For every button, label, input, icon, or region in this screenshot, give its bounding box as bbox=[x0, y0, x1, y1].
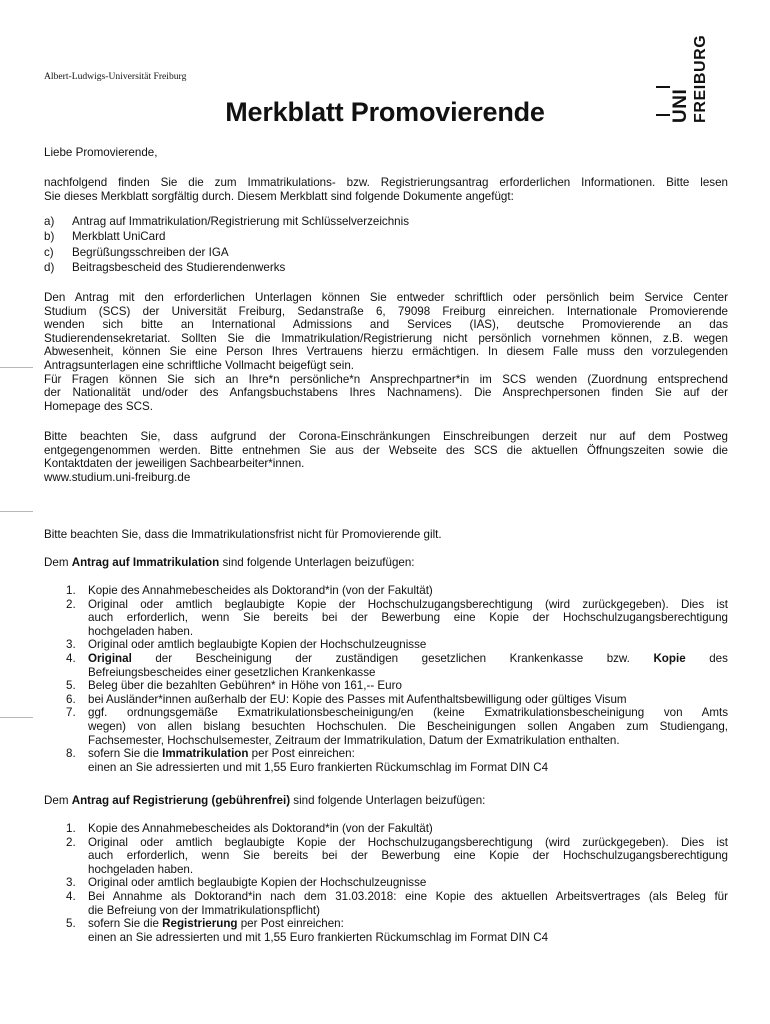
list-item bbox=[44, 230, 728, 245]
item-number: 6. bbox=[66, 692, 76, 706]
margin-mark bbox=[0, 367, 33, 368]
item-number: 2. bbox=[66, 597, 76, 611]
paragraph-line: wenden sich bitte an International Admissions and Services (IAS), deutsche Promovierende an das bbox=[44, 318, 728, 332]
paragraph-line: Studierendensekretariat. Sollten Sie die Immatrikulation/Registrierung nicht persönlich vornehmen können, z.B. wegen bbox=[44, 331, 728, 345]
item-text: per Post einreichen: bbox=[248, 747, 355, 761]
item-line: Befreiungsbescheides einer gesetzlichen Krankenkasse bbox=[88, 665, 376, 679]
paragraph-line: Bitte beachten Sie, dass aufgrund der Corona-Einschränkungen Einschreibungen derzeit nur auf dem Postweg bbox=[44, 430, 728, 443]
paragraph-line: Für Fragen können Sie sich an Ihre*n persönliche*n Ansprechpartner*in im SCS wenden (Zuordnung entsprechend bbox=[44, 372, 728, 386]
logo-uni-text: UNI bbox=[670, 88, 691, 123]
list-item bbox=[66, 598, 728, 639]
corona-paragraph bbox=[44, 430, 728, 484]
item-line: Original oder amtlich beglaubigte Kopien der Hochschulzeugnisse bbox=[88, 638, 427, 652]
intro-text: Dem bbox=[44, 794, 72, 807]
item-line: Original oder amtlich beglaubigte Kopien der Hochschulzeugnisse bbox=[88, 876, 427, 890]
university-name: Albert-Ludwigs-Universität Freiburg bbox=[44, 71, 187, 82]
item-number: 4. bbox=[66, 651, 76, 665]
item-number: 5. bbox=[66, 917, 76, 931]
item-number: 1. bbox=[66, 584, 76, 597]
paragraph-line: Homepage des SCS. bbox=[44, 399, 153, 413]
intro-bold-text: Antrag auf Registrierung (gebührenfrei) bbox=[71, 794, 291, 807]
registrierung-list bbox=[66, 822, 728, 944]
attachment-list bbox=[44, 215, 728, 276]
logo-freiburg-text: FREIBURG bbox=[692, 34, 709, 123]
list-item bbox=[66, 917, 728, 944]
application-paragraph bbox=[44, 291, 728, 413]
paragraph-line: Den Antrag mit den erforderlichen Unterlagen können Sie entweder schriftlich oder persönlich beim Service Center bbox=[44, 291, 728, 304]
list-item bbox=[66, 679, 728, 693]
item-number: 3. bbox=[66, 638, 76, 652]
list-item bbox=[66, 747, 728, 774]
intro-text: Dem bbox=[44, 556, 72, 569]
item-line: einen an Sie adressierten und mit 1,55 Euro frankierten Rückumschlag im Format DIN C4 bbox=[88, 930, 549, 944]
item-word: Krankenkasse bbox=[509, 651, 584, 665]
item-word: gesetzlichen bbox=[421, 651, 487, 665]
paragraph-line: Studium (SCS) der Universität Freiburg, Sedanstraße 6, 79098 Freiburg einreichen. Internationale Promovierende bbox=[44, 304, 728, 318]
intro-text: sind folgende Unterlagen beizufügen: bbox=[290, 794, 486, 807]
list-marker: a) bbox=[44, 215, 55, 228]
item-number: 3. bbox=[66, 876, 76, 890]
item-word: der bbox=[155, 651, 173, 665]
list-item bbox=[66, 890, 728, 917]
margin-mark bbox=[0, 511, 33, 512]
margin-mark bbox=[0, 717, 33, 718]
list-item bbox=[44, 215, 728, 230]
item-word-bold: Original bbox=[88, 651, 132, 665]
item-text: sofern Sie die bbox=[88, 747, 163, 761]
intro-paragraph bbox=[44, 176, 728, 203]
deadline-note: Bitte beachten Sie, dass die Immatrikulationsfrist nicht für Promovierende gilt. bbox=[44, 528, 442, 541]
registrierung-intro bbox=[44, 794, 728, 808]
item-line: Kopie des Annahmebescheides als Doktorand*in (von der Fakultät) bbox=[88, 822, 433, 835]
list-text: Beitragsbescheid des Studierendenwerks bbox=[72, 260, 286, 274]
item-number: 8. bbox=[66, 747, 76, 761]
item-text: per Post einreichen: bbox=[237, 917, 344, 931]
item-word: der bbox=[295, 651, 313, 665]
item-line: auch erforderlich, wenn Sie bereits bei der Bewerbung eine Kopie der Hochschulzugangsberechtigung bbox=[88, 849, 728, 863]
website-link[interactable]: www.studium.uni-freiburg.de bbox=[44, 470, 191, 484]
item-word: Bescheinigung bbox=[195, 651, 272, 665]
item-line: Beleg über die bezahlten Gebühren* in Höhe von 161,-- Euro bbox=[88, 679, 402, 693]
list-marker: b) bbox=[44, 230, 55, 244]
item-line: einen an Sie adressierten und mit 1,55 Euro frankierten Rückumschlag im Format DIN C4 bbox=[88, 760, 549, 774]
item-line: Original oder amtlich beglaubigte Kopie der Hochschulzugangsberechtigung (wird zurückgegeben). Dies ist bbox=[88, 835, 728, 849]
item-text: sofern Sie die bbox=[88, 917, 163, 931]
list-item bbox=[66, 652, 728, 679]
list-item bbox=[66, 584, 728, 598]
item-word-bold: Kopie bbox=[653, 651, 686, 665]
item-line: Kopie des Annahmebescheides als Doktorand*in (von der Fakultät) bbox=[88, 584, 433, 597]
item-line: hochgeladen haben. bbox=[88, 624, 194, 638]
item-number: 1. bbox=[66, 822, 76, 835]
list-item bbox=[66, 876, 728, 890]
item-line: ggf. ordnungsgemäße Exmatrikulationsbescheinigung/en (keine Exmatrikulationsbescheinigung von Amts bbox=[88, 706, 728, 720]
intro-text: sind folgende Unterlagen beizufügen: bbox=[219, 556, 415, 569]
list-text: Merkblatt UniCard bbox=[72, 230, 166, 244]
item-line bbox=[88, 747, 728, 761]
immatrikulation-intro bbox=[44, 556, 728, 570]
page-title: Merkblatt Promovierende bbox=[225, 97, 545, 127]
item-line: bei Ausländer*innen außerhalb der EU: Kopie des Passes mit Aufenthaltsbewilligung oder gültiges Visum bbox=[88, 692, 627, 706]
item-line: hochgeladen haben. bbox=[88, 862, 194, 876]
paragraph-line: der Nationalität und/oder des Anfangsbuchstabens Ihres Nachnamens). Die Ansprechpersonen finden Sie auf der bbox=[44, 386, 728, 400]
item-number: 4. bbox=[66, 889, 76, 903]
item-number: 7. bbox=[66, 706, 76, 720]
item-word: des bbox=[709, 651, 728, 665]
list-text: Begrüßungsschreiben der IGA bbox=[72, 245, 229, 259]
list-item bbox=[44, 261, 728, 276]
list-marker: d) bbox=[44, 260, 55, 274]
paragraph-line: Abwesenheit, können Sie eine Person Ihres Vertrauens hierzu ermächtigen. In diesem Falle muss den vorzulegenden bbox=[44, 345, 728, 359]
immatrikulation-list bbox=[66, 584, 728, 774]
item-word: zuständigen bbox=[335, 651, 399, 665]
paragraph-line: Kontaktdaten der jeweiligen Sachbearbeiter*innen. bbox=[44, 457, 305, 471]
greeting: Liebe Promovierende, bbox=[44, 146, 158, 159]
intro-line: nachfolgend finden Sie die zum Immatrikulations- bzw. Registrierungsantrag erforderlichen Informationen. Bitte lesen bbox=[44, 176, 728, 189]
list-item bbox=[66, 836, 728, 877]
list-marker: c) bbox=[44, 245, 54, 259]
item-bold-text: Registrierung bbox=[162, 917, 238, 931]
list-item bbox=[66, 638, 728, 652]
item-line bbox=[88, 917, 728, 931]
logo-bar bbox=[656, 86, 670, 88]
intro-bold-text: Antrag auf Immatrikulation bbox=[71, 556, 220, 569]
item-line: Bei Annahme als Doktorand*in nach dem 31.03.2018: eine Kopie des aktuellen Arbeitsvertrages (als Beleg für bbox=[88, 889, 728, 903]
paragraph-line: entgegengenommen werden. Bitte entnehmen Sie aus der Webseite des SCS die aktuellen Öffnungszeiten sowie die bbox=[44, 443, 728, 457]
intro-line: Sie dieses Merkblatt sorgfältig durch. Diesem Merkblatt sind folgende Dokumente angefügt: bbox=[44, 189, 514, 203]
item-line: wegen) von allen bislang besuchten Hochschulen. Die Bescheinigungen sollen Angaben zum Studiengang, bbox=[88, 719, 728, 733]
item-word: bzw. bbox=[606, 651, 630, 665]
paragraph-line: Antragsunterlagen eine schriftliche Vollmacht beigefügt sein. bbox=[44, 358, 354, 372]
item-bold-text: Immatrikulation bbox=[162, 747, 249, 761]
item-number: 2. bbox=[66, 835, 76, 849]
list-item bbox=[66, 706, 728, 747]
list-item bbox=[66, 822, 728, 836]
item-line: Original oder amtlich beglaubigte Kopie der Hochschulzugangsberechtigung (wird zurückgegeben). Dies ist bbox=[88, 597, 728, 611]
list-item bbox=[44, 246, 728, 261]
list-item bbox=[66, 693, 728, 707]
item-number: 5. bbox=[66, 679, 76, 693]
item-line: auch erforderlich, wenn Sie bereits bei der Bewerbung eine Kopie der Hochschulzugangsberechtigung bbox=[88, 611, 728, 625]
list-text: Antrag auf Immatrikulation/Registrierung mit Schlüsselverzeichnis bbox=[72, 215, 409, 228]
item-line bbox=[88, 652, 728, 666]
item-line: Fachsemester, Hochschulsemester, Zeitraum der Immatrikulation, Datum der Exmatrikulation enthalten. bbox=[88, 733, 620, 747]
item-line: die Befreiung von der Immatrikulationspflicht) bbox=[88, 903, 320, 917]
